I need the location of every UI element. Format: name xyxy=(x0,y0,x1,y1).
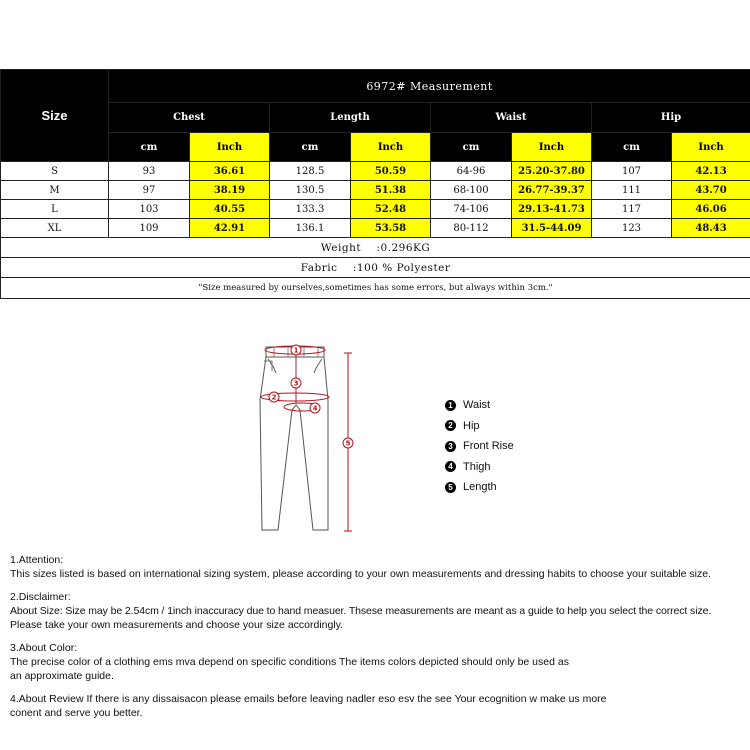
unit-cm: cm xyxy=(270,133,351,162)
attention-note xyxy=(10,553,745,581)
size-cell: L xyxy=(1,200,109,219)
table-title: 6972# Measurement xyxy=(109,70,750,103)
note-line: This sizes listed is based on international sizing system, please according to your own measurements and dressing habits to choose your suitable size. xyxy=(10,568,711,580)
legend-number: 3 xyxy=(445,441,456,452)
waist-inch-cell: 25.20-37.80 xyxy=(512,162,592,181)
marker-1 xyxy=(291,345,301,355)
table-row xyxy=(1,181,750,200)
legend-label: Hip xyxy=(463,419,480,432)
legend-item-length xyxy=(445,477,514,498)
disclaimer-note xyxy=(10,590,745,632)
waist-inch-cell: 26.77-39.37 xyxy=(512,181,592,200)
legend-number: 2 xyxy=(445,420,456,431)
chest-inch-cell: 40.55 xyxy=(190,200,270,219)
hip-inch-cell: 46.06 xyxy=(672,200,750,219)
review-note xyxy=(10,692,745,720)
length-inch-cell: 50.59 xyxy=(351,162,431,181)
waist-cm-cell: 64-96 xyxy=(431,162,512,181)
chest-inch-cell: 42.91 xyxy=(190,219,270,238)
note-heading: 2.Disclaimer: xyxy=(10,591,71,603)
size-cell: S xyxy=(1,162,109,181)
hip-cm-cell: 107 xyxy=(592,162,672,181)
length-inch-cell: 51.38 xyxy=(351,181,431,200)
unit-inch: Inch xyxy=(351,133,431,162)
unit-cm: cm xyxy=(431,133,512,162)
legend-item-waist xyxy=(445,395,514,416)
hip-inch-cell: 48.43 xyxy=(672,219,750,238)
waist-cm-cell: 68-100 xyxy=(431,181,512,200)
legend-number: 4 xyxy=(445,461,456,472)
pants-measurement-diagram xyxy=(240,335,370,535)
legend-number: 1 xyxy=(445,400,456,411)
fabric-row xyxy=(1,258,750,278)
legend-label: Thigh xyxy=(463,460,491,473)
length-inch-cell: 53.58 xyxy=(351,219,431,238)
waist-cm-cell: 80-112 xyxy=(431,219,512,238)
hip-cm-cell: 123 xyxy=(592,219,672,238)
legend-label: Front Rise xyxy=(463,440,514,453)
marker-2-label: 2 xyxy=(271,393,277,402)
chest-cm-cell: 103 xyxy=(109,200,190,219)
unit-inch: Inch xyxy=(512,133,592,162)
waist-inch-cell: 29.13-41.73 xyxy=(512,200,592,219)
weight-text: Weight :0.296KG xyxy=(320,241,431,254)
length-cm-cell: 133.3 xyxy=(270,200,351,219)
marker-4-label: 4 xyxy=(312,404,318,413)
table-row xyxy=(1,162,750,181)
waist-cm-cell: 74-106 xyxy=(431,200,512,219)
marker-5-label: 5 xyxy=(345,439,351,448)
hip-inch-cell: 42.13 xyxy=(672,162,750,181)
chest-cm-cell: 97 xyxy=(109,181,190,200)
fabric-text: Fabric :100 % Polyester xyxy=(300,261,451,274)
note-line: About Size: Size may be 2.54cm / 1inch inaccuracy due to hand measuer. Thsese measurements are meant as a guide to help you select the correct size. xyxy=(10,605,712,617)
legend-item-hip xyxy=(445,416,514,437)
chest-header: Chest xyxy=(109,103,270,133)
size-cell: M xyxy=(1,181,109,200)
waist-header: Waist xyxy=(431,103,592,133)
legend-label: Waist xyxy=(463,399,491,412)
note-line: conent and serve you better. xyxy=(10,707,143,719)
hip-header: Hip xyxy=(592,103,750,133)
marker-3 xyxy=(291,378,301,388)
chest-inch-cell: 38.19 xyxy=(190,181,270,200)
legend-label: Length xyxy=(463,481,497,494)
note-heading: 3.About Color: xyxy=(10,642,78,654)
measurement-note: "Size measured by ourselves,sometimes has some errors, but always within 3cm." xyxy=(198,283,553,293)
length-cm-cell: 136.1 xyxy=(270,219,351,238)
length-cm-cell: 128.5 xyxy=(270,162,351,181)
length-inch-cell: 52.48 xyxy=(351,200,431,219)
hip-cm-cell: 117 xyxy=(592,200,672,219)
size-chart-table xyxy=(0,69,750,299)
measurement-note-row xyxy=(1,278,750,299)
chest-cm-cell: 109 xyxy=(109,219,190,238)
table-row xyxy=(1,219,750,238)
unit-inch: Inch xyxy=(190,133,270,162)
unit-cm: cm xyxy=(109,133,190,162)
notes-section xyxy=(10,553,745,729)
waist-inch-cell: 31.5-44.09 xyxy=(512,219,592,238)
color-note xyxy=(10,641,745,683)
note-line: an approximate guide. xyxy=(10,670,114,682)
marker-5 xyxy=(343,438,353,448)
size-cell: XL xyxy=(1,219,109,238)
size-column-header: Size xyxy=(1,70,109,162)
marker-4 xyxy=(310,403,320,413)
length-cm-cell: 130.5 xyxy=(270,181,351,200)
length-header: Length xyxy=(270,103,431,133)
note-heading: 1.Attention: xyxy=(10,554,64,566)
hip-cm-cell: 111 xyxy=(592,181,672,200)
marker-3-label: 3 xyxy=(293,379,299,388)
hip-inch-cell: 43.70 xyxy=(672,181,750,200)
legend-item-front-rise xyxy=(445,436,514,457)
marker-2 xyxy=(269,392,279,402)
legend-item-thigh xyxy=(445,457,514,478)
diagram-legend xyxy=(445,395,514,498)
unit-inch: Inch xyxy=(672,133,750,162)
note-line: The precise color of a clothing ems mva depend on specific conditions The items colors depicted should only be used as xyxy=(10,656,569,668)
note-line: 4.About Review If there is any dissaisacon please emails before leaving nadler eso esv the see Your ecognition w make us more xyxy=(10,693,607,705)
chest-cm-cell: 93 xyxy=(109,162,190,181)
unit-cm: cm xyxy=(592,133,672,162)
note-line: Please take your own measurements and choose your size accordingly. xyxy=(10,619,344,631)
table-row xyxy=(1,200,750,219)
legend-number: 5 xyxy=(445,482,456,493)
weight-row xyxy=(1,238,750,258)
marker-1-label: 1 xyxy=(293,346,299,355)
chest-inch-cell: 36.61 xyxy=(190,162,270,181)
